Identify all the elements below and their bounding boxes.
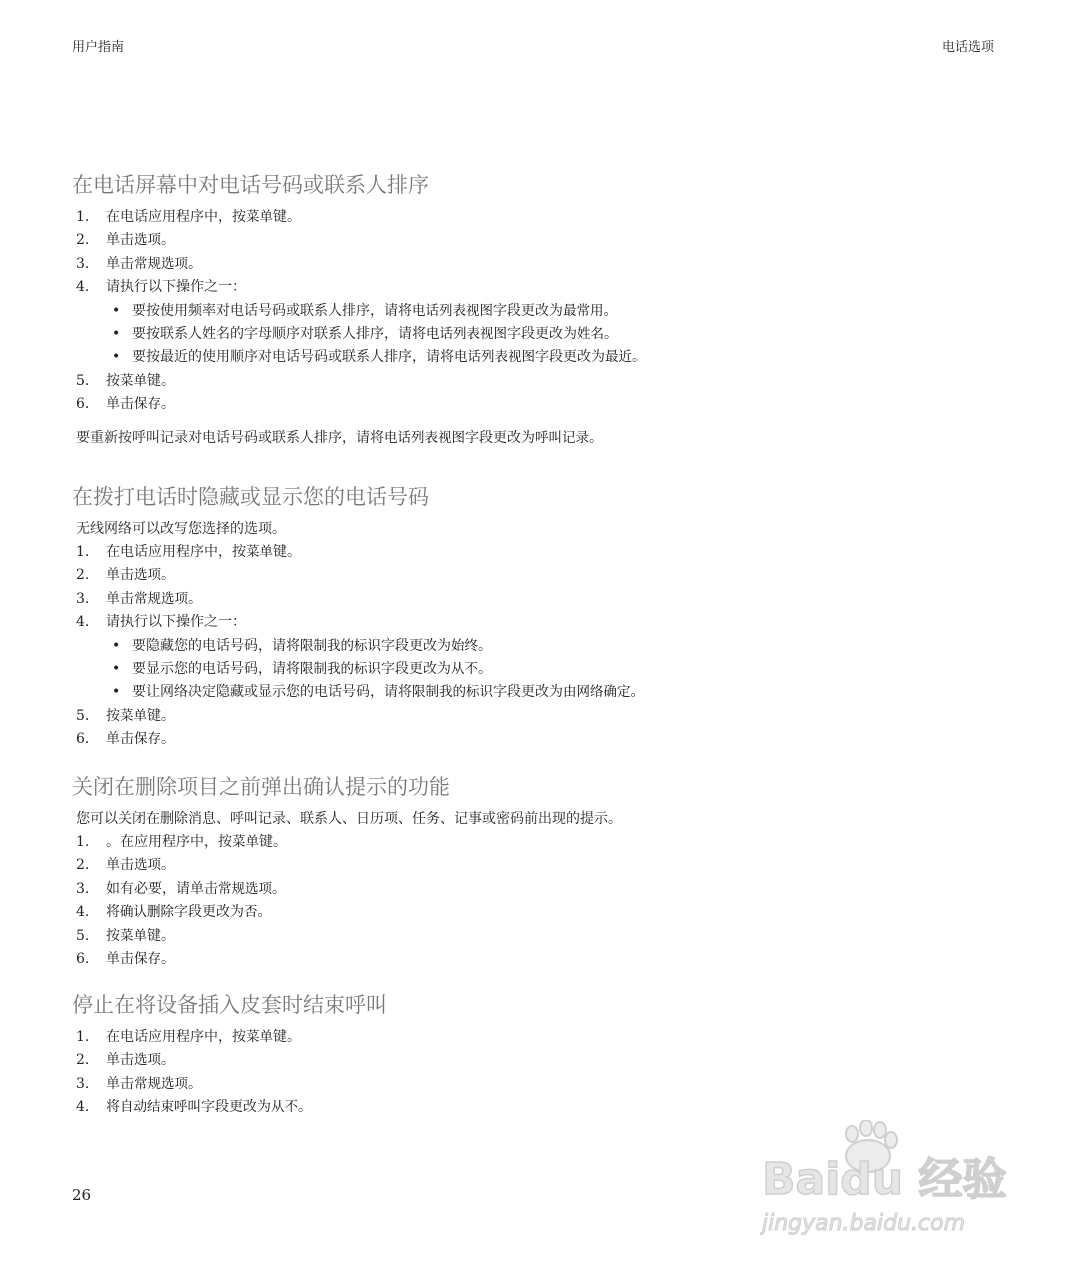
text-run: 字段更改为 — [465, 429, 535, 446]
bullet-item — [106, 658, 1002, 681]
step-number: 3. — [76, 880, 90, 897]
bullet-icon: • — [112, 684, 121, 701]
ui-term: 电话列表视图 — [412, 302, 493, 319]
step-text — [106, 881, 286, 897]
step-item — [72, 1049, 1002, 1072]
ui-term: 菜单 — [120, 707, 147, 724]
text-run: 。 — [632, 349, 646, 366]
text-run: 。 — [478, 661, 492, 678]
ui-term: 菜单 — [246, 1029, 273, 1045]
step-text — [106, 834, 287, 850]
section-intro — [76, 808, 1002, 831]
step-number: 2. — [76, 857, 90, 874]
ui-term: 最近 — [605, 349, 632, 366]
text-run: 要隐藏您的电话号码，请将 — [132, 637, 300, 654]
step-text — [106, 279, 246, 295]
text-run: 键。 — [147, 707, 175, 724]
step-number: 1. — [76, 544, 90, 560]
step-item — [72, 1026, 1002, 1049]
step-number: 6. — [76, 951, 90, 968]
step-item — [72, 901, 1002, 924]
ui-term: 选项 — [134, 1052, 161, 1069]
text-run: 要按最近的使用顺序对电话号码或联系人排序，请将 — [132, 349, 454, 366]
step-text — [106, 232, 175, 248]
step-text — [106, 256, 202, 272]
step-number: 2. — [76, 1052, 90, 1069]
text-run: 。 — [272, 880, 286, 897]
text-run: 。 — [257, 904, 272, 921]
section-holster-end-call — [72, 990, 1002, 1120]
ui-term: 选项 — [134, 857, 161, 874]
step-number: 3. — [76, 1075, 90, 1092]
text-run: 字段更改为 — [174, 904, 244, 921]
ui-term: 常规选项 — [134, 255, 188, 272]
ui-term: 从不 — [451, 661, 478, 678]
bullet-item — [106, 635, 1002, 658]
text-run: 。 — [161, 731, 175, 748]
text-run: 。 — [630, 684, 645, 701]
section-note — [76, 427, 1002, 450]
text-run: 。 — [603, 302, 618, 319]
step-item — [72, 564, 1002, 587]
text-run: 您可以关闭在删除消息、呼叫记录、联系人、日历项、任务、记事或密码前出现的提示。 — [76, 811, 622, 827]
section-title: 关闭在删除项目之前弹出确认提示的功能 — [72, 775, 450, 799]
text-run: 键。 — [259, 834, 287, 850]
step-item — [72, 541, 1002, 564]
text-run: 字段更改为 — [381, 637, 451, 654]
text-run: 。 — [161, 396, 175, 413]
text-run: 字段更改为 — [535, 349, 605, 366]
text-run: 将 — [106, 1099, 120, 1116]
ui-term: 否 — [244, 904, 258, 921]
ui-term: 菜单 — [120, 372, 147, 389]
section-title: 在电话屏幕中对电话号码或联系人排序 — [72, 173, 429, 197]
step-item — [72, 854, 1002, 877]
text-run: 如有必要，请单击 — [106, 880, 218, 897]
section-sort-contacts — [72, 170, 1002, 450]
text-run: 键。 — [273, 209, 301, 225]
step-number: 5. — [76, 707, 90, 724]
step-item — [72, 370, 1002, 393]
text-run: 要按使用频率对电话号码或联系人排序，请将 — [132, 302, 412, 319]
text-run: 单击 — [106, 232, 134, 249]
baidu-jingyan-watermark — [760, 1120, 1010, 1240]
text-run: 要按联系人姓名的字母顺序对联系人排序，请将 — [132, 326, 426, 343]
step-text — [106, 928, 175, 944]
ui-term: 确认删除 — [120, 904, 174, 921]
text-run: 键。 — [147, 372, 175, 389]
text-run: 在电话应用程序中，按 — [106, 544, 246, 560]
bullet-item — [106, 681, 1002, 704]
ui-term: 始终 — [451, 637, 478, 654]
watermark-brand: Baidu 经验 — [762, 1154, 1007, 1205]
text-run: 单击 — [106, 731, 134, 748]
ui-term: 电话列表视图 — [384, 429, 465, 446]
ui-term: 呼叫记录 — [535, 429, 589, 446]
bullet-list — [106, 635, 1002, 705]
text-run: 键。 — [273, 544, 301, 560]
step-number: 2. — [76, 232, 90, 249]
step-item — [72, 925, 1002, 948]
step-number: 6. — [76, 396, 90, 413]
step-number: 4. — [76, 614, 90, 631]
step-text — [106, 544, 301, 560]
bullet-icon: • — [112, 302, 121, 319]
ui-term: 保存 — [134, 951, 161, 968]
step-text — [106, 1076, 202, 1092]
step-text — [106, 857, 175, 873]
step-item — [72, 831, 1002, 854]
text-run: 键。 — [147, 927, 175, 944]
text-run: 。 — [161, 232, 175, 249]
text-run: 。 — [188, 590, 202, 607]
page-number: 26 — [72, 1186, 92, 1204]
text-run: 单击 — [106, 255, 134, 272]
text-run: 将 — [106, 904, 120, 921]
step-text — [106, 904, 272, 920]
text-run: 单击 — [106, 396, 134, 413]
step-text — [106, 708, 175, 724]
step-text — [106, 1052, 175, 1068]
step-item — [72, 276, 1002, 370]
step-number: 3. — [76, 255, 90, 272]
step-text — [106, 614, 246, 630]
text-run: 字段更改为 — [493, 302, 563, 319]
step-number: 1. — [76, 1029, 90, 1045]
bullet-item — [106, 300, 1002, 323]
text-run: 字段更改为 — [381, 661, 451, 678]
text-run: 在电话应用程序中，按 — [106, 209, 246, 225]
step-item — [72, 878, 1002, 901]
ui-term: 常规选项 — [218, 880, 272, 897]
step-item — [72, 705, 1002, 728]
step-text — [106, 373, 175, 389]
text-run: 字段更改为 — [201, 1099, 271, 1116]
step-item — [72, 611, 1002, 705]
text-run: 按 — [106, 927, 120, 944]
step-text — [106, 951, 175, 967]
steps-list — [72, 831, 1002, 971]
ui-term: 电话列表视图 — [426, 326, 507, 343]
step-item — [72, 229, 1002, 252]
ui-term: 电话列表视图 — [454, 349, 535, 366]
text-run: 键。 — [273, 1029, 301, 1045]
step-text — [106, 567, 175, 583]
text-run: 字段更改为 — [493, 684, 563, 701]
section-title: 在拨打电话时隐藏或显示您的电话号码 — [72, 485, 429, 509]
bullet-item — [106, 346, 1002, 369]
text-run: 要重新按呼叫记录对电话号码或联系人排序，请将 — [76, 429, 384, 446]
running-header-left: 用户指南 — [72, 40, 125, 55]
steps-list — [72, 206, 1002, 417]
text-run: 。 — [478, 637, 492, 654]
step-text — [106, 396, 175, 412]
text-run: 。 — [161, 951, 175, 968]
text-run: 。 — [161, 567, 175, 584]
ui-term: 菜单 — [232, 834, 259, 850]
step-item — [72, 393, 1002, 416]
text-run: 单击 — [106, 951, 134, 968]
step-text — [106, 209, 301, 225]
step-item — [72, 206, 1002, 229]
step-number: 3. — [76, 590, 90, 607]
text-run: 单击 — [106, 590, 134, 607]
text-run: 请执行以下操作之一： — [106, 279, 246, 296]
section-intro — [76, 518, 1002, 541]
ui-term: 菜单 — [246, 209, 273, 225]
step-item — [72, 1073, 1002, 1096]
steps-list — [72, 541, 1002, 752]
text-run: 。在应用程序中，按 — [106, 834, 232, 850]
step-number: 1. — [76, 209, 90, 225]
section-delete-confirm — [72, 772, 1002, 971]
ui-term: 限制我的标识 — [300, 661, 381, 678]
ui-term: 从不 — [271, 1099, 298, 1116]
step-text — [106, 731, 175, 747]
text-run: 单击 — [106, 1075, 134, 1092]
text-run: 。 — [161, 1052, 175, 1069]
ui-term: 限制我的标识 — [300, 637, 381, 654]
text-run: 。 — [604, 326, 618, 343]
step-number: 4. — [76, 904, 90, 921]
text-run: 。 — [161, 857, 175, 874]
step-text — [106, 1099, 312, 1115]
ui-term: 由网络确定 — [563, 684, 631, 701]
ui-term: 保存 — [134, 396, 161, 413]
bullet-icon: • — [112, 661, 121, 678]
ui-term: 姓名 — [577, 326, 604, 343]
ui-term: 菜单 — [120, 927, 147, 944]
text-run: 。 — [188, 1075, 202, 1092]
step-number: 4. — [76, 279, 90, 296]
ui-term: 限制我的标识 — [412, 684, 493, 701]
text-run: 按 — [106, 372, 120, 389]
step-item — [72, 588, 1002, 611]
ui-term: 选项 — [134, 567, 161, 584]
ui-term: 常规选项 — [134, 1075, 188, 1092]
text-run: 按 — [106, 707, 120, 724]
step-number: 1. — [76, 834, 90, 850]
step-item — [72, 948, 1002, 971]
step-item — [72, 728, 1002, 751]
bullet-icon: • — [112, 637, 121, 654]
text-run: 。 — [188, 255, 202, 272]
ui-term: 最常用 — [563, 302, 604, 319]
step-text — [106, 591, 202, 607]
text-run: 单击 — [106, 1052, 134, 1069]
bullet-list — [106, 300, 1002, 370]
watermark-url: jingyan.baidu.com — [762, 1211, 966, 1236]
ui-term: 常规选项 — [134, 590, 188, 607]
step-number: 2. — [76, 567, 90, 584]
section-hide-number — [72, 482, 1002, 752]
text-run: 字段更改为 — [507, 326, 577, 343]
step-number: 5. — [76, 927, 90, 944]
bullet-item — [106, 323, 1002, 346]
ui-term: 自动结束呼叫 — [120, 1099, 201, 1116]
step-item — [72, 1096, 1002, 1119]
step-number: 5. — [76, 372, 90, 389]
ui-term: 保存 — [134, 731, 161, 748]
text-run: 单击 — [106, 567, 134, 584]
text-run: 。 — [298, 1099, 312, 1116]
steps-list — [72, 1026, 1002, 1120]
text-run: 在电话应用程序中，按 — [106, 1029, 246, 1045]
running-header-right: 电话选项 — [941, 40, 994, 55]
text-run: 无线网络可以改写您选择的选项。 — [76, 521, 286, 537]
text-run: 请执行以下操作之一： — [106, 614, 246, 631]
step-number: 4. — [76, 1099, 90, 1116]
bullet-icon: • — [112, 326, 121, 343]
bullet-icon: • — [112, 349, 121, 366]
text-run: 要让网络决定隐藏或显示您的电话号码，请将 — [132, 684, 412, 701]
step-text — [106, 1029, 301, 1045]
text-run: 要显示您的电话号码，请将 — [132, 661, 300, 678]
ui-term: 菜单 — [246, 544, 273, 560]
text-run: 单击 — [106, 857, 134, 874]
step-item — [72, 253, 1002, 276]
ui-term: 选项 — [134, 232, 161, 249]
text-run: 。 — [589, 429, 603, 446]
step-number: 6. — [76, 731, 90, 748]
section-title: 停止在将设备插入皮套时结束呼叫 — [72, 993, 387, 1017]
